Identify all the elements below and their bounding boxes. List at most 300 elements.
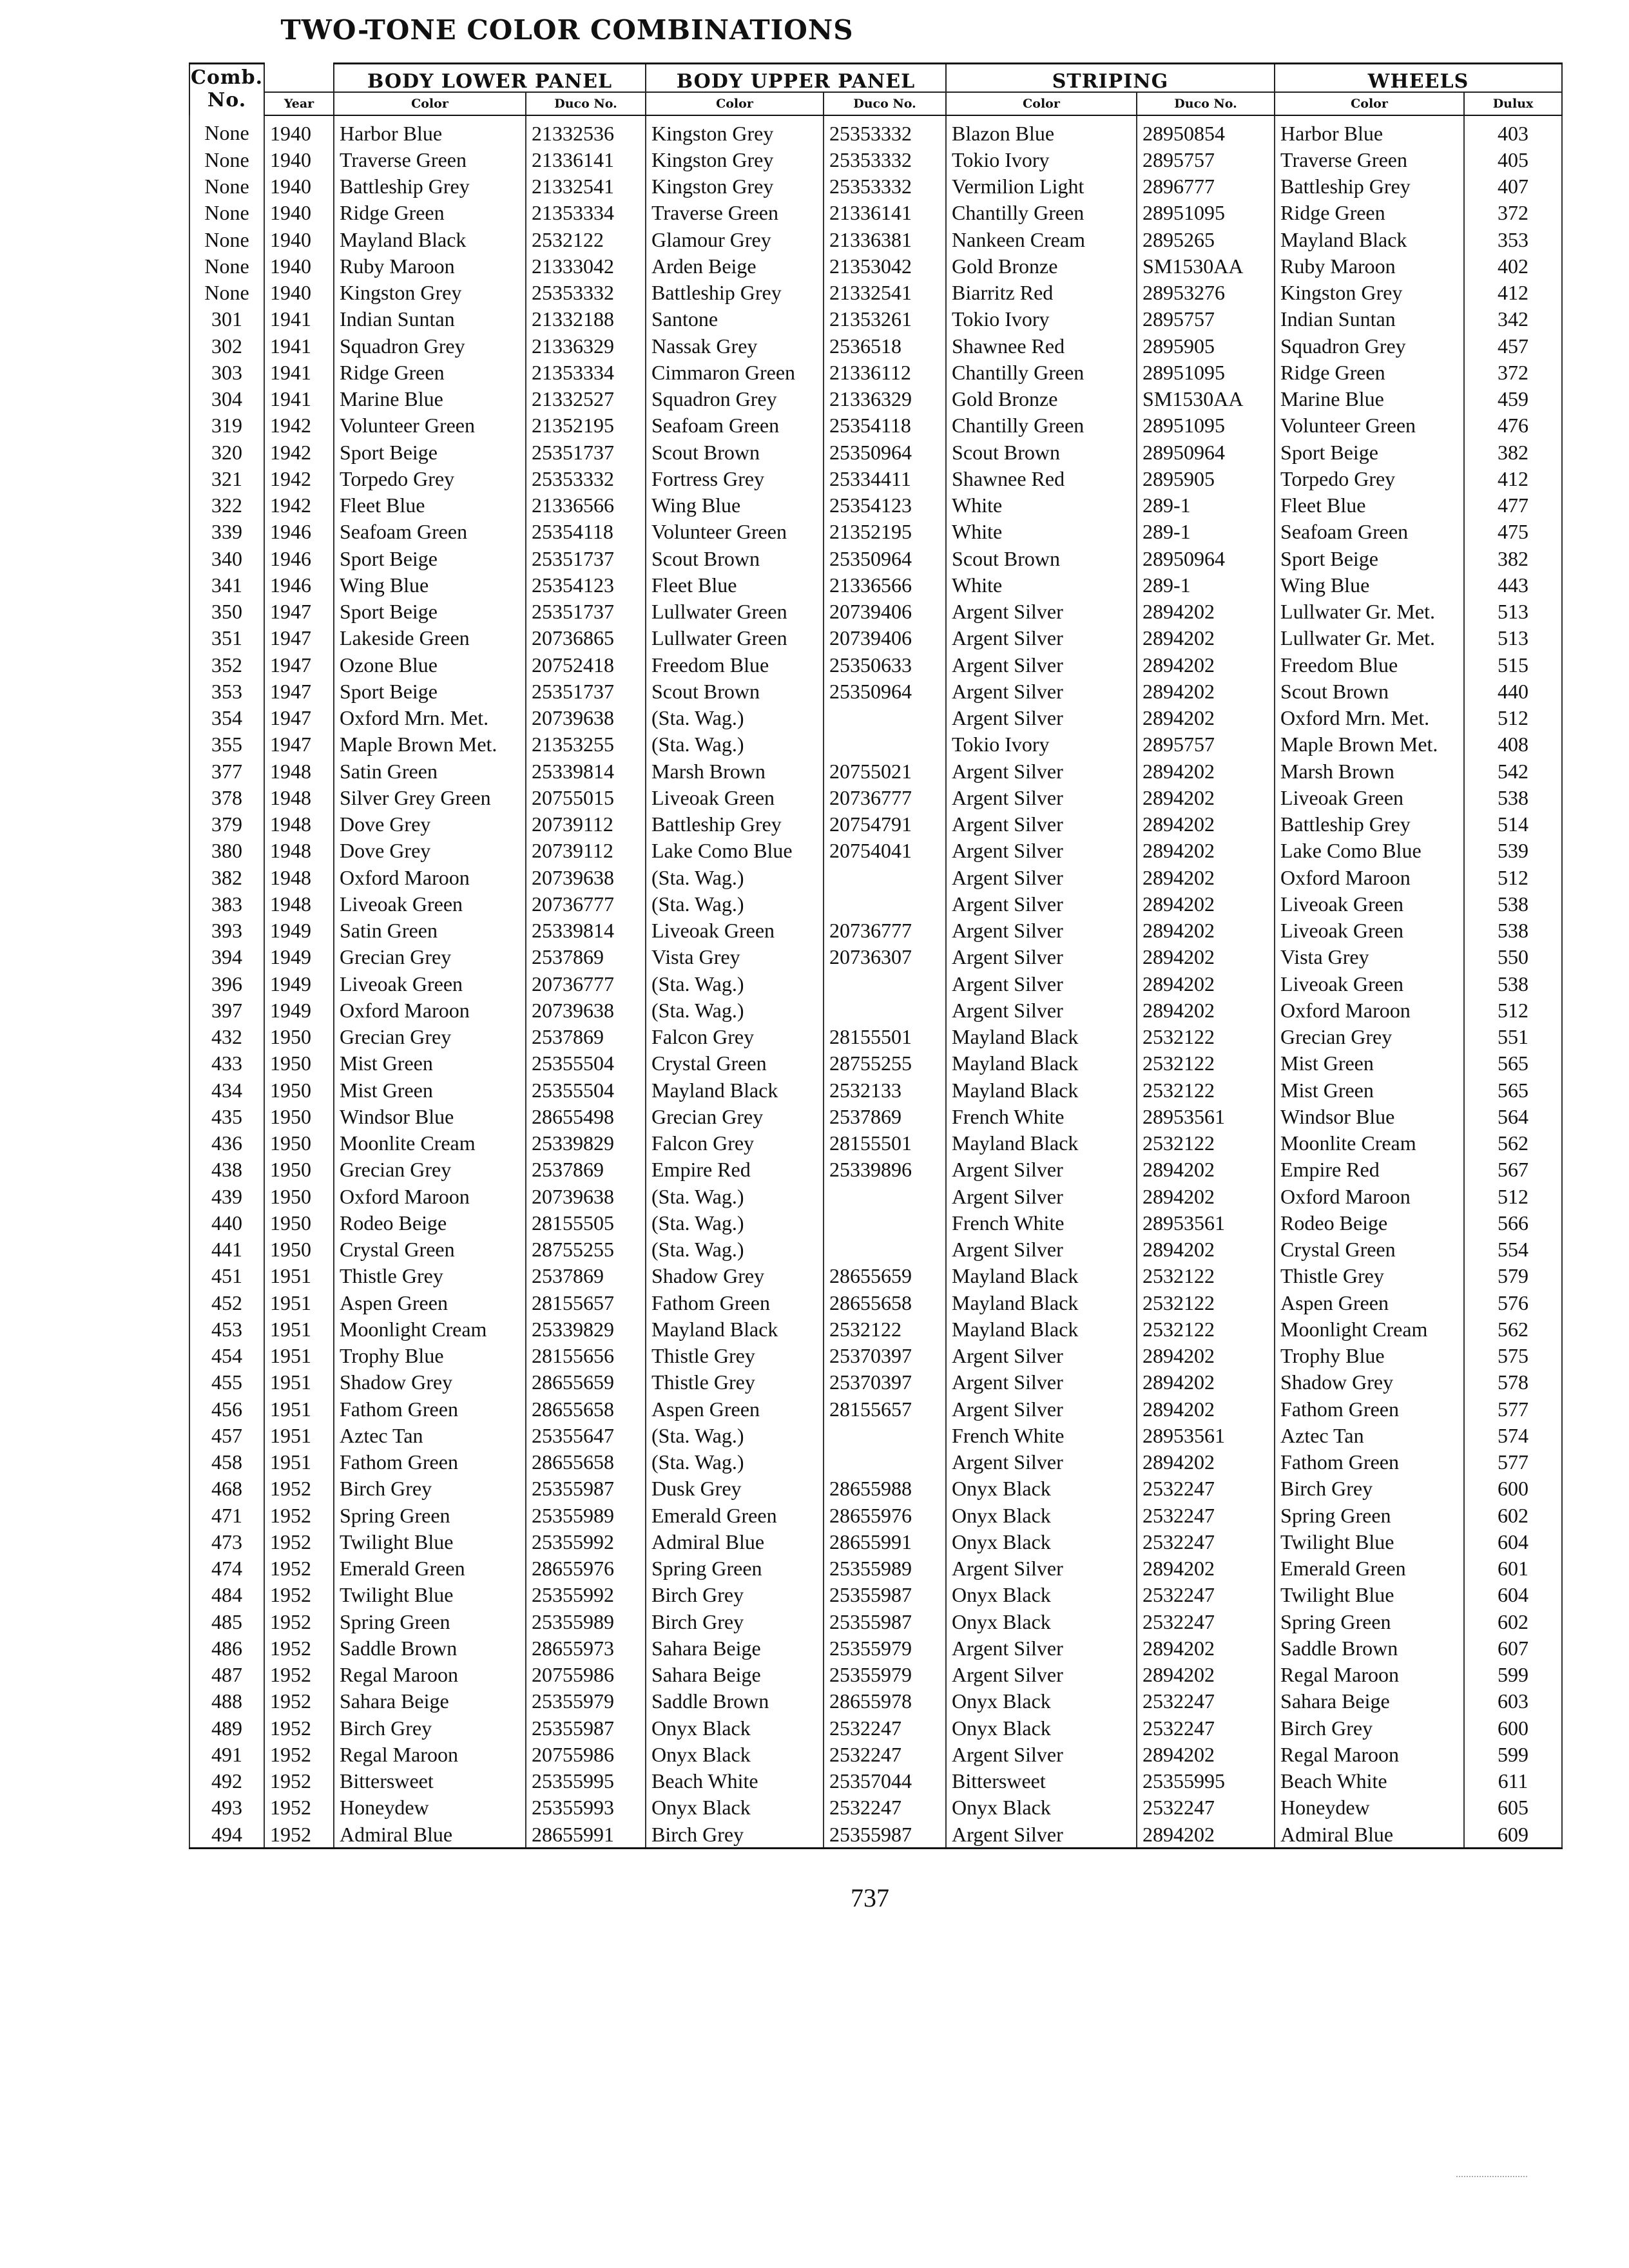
- upper-color-cell: Scout Brown: [646, 545, 824, 572]
- year-cell: 1950: [264, 1236, 334, 1263]
- lower-duco-cell: 21336141: [526, 146, 646, 173]
- wheels-color-cell: Vista Grey: [1275, 944, 1464, 970]
- dulux-cell: 539: [1464, 838, 1562, 864]
- lower-duco-cell: 25355504: [526, 1077, 646, 1103]
- comb-no-cell: 340: [189, 545, 264, 572]
- wheels-color-cell: Liveoak Green: [1275, 784, 1464, 811]
- lower-duco-cell: 20739112: [526, 811, 646, 838]
- table-row: [189, 439, 1562, 465]
- striping-color-cell: Argent Silver: [946, 1449, 1137, 1475]
- lower-duco-cell: 20736777: [526, 890, 646, 917]
- striping-color-cell: Argent Silver: [946, 625, 1137, 651]
- table-row: [189, 1608, 1562, 1635]
- year-cell: 1942: [264, 439, 334, 465]
- comb-no-cell: 382: [189, 864, 264, 890]
- striping-duco-cell: 28953276: [1137, 280, 1275, 306]
- lower-duco-cell: 25355989: [526, 1502, 646, 1528]
- striping-duco-cell: 2895757: [1137, 306, 1275, 332]
- striping-color-cell: Vermilion Light: [946, 173, 1137, 200]
- table-row: [189, 280, 1562, 306]
- striping-duco-cell: 2532247: [1137, 1794, 1275, 1821]
- year-cell: 1947: [264, 651, 334, 678]
- year-cell: 1951: [264, 1396, 334, 1422]
- upper-color-cell: Grecian Grey: [646, 1103, 824, 1129]
- year-cell: 1949: [264, 944, 334, 970]
- year-cell: 1952: [264, 1662, 334, 1688]
- comb-no-cell: 471: [189, 1502, 264, 1528]
- year-cell: 1952: [264, 1715, 334, 1741]
- comb-no-cell: 484: [189, 1582, 264, 1608]
- year-cell: 1946: [264, 572, 334, 598]
- wheels-color-cell: Harbor Blue: [1275, 115, 1464, 146]
- wheels-color-cell: Honeydew: [1275, 1794, 1464, 1821]
- lower-color-cell: Bittersweet: [334, 1768, 526, 1794]
- year-cell: 1941: [264, 306, 334, 332]
- table-row: [189, 412, 1562, 439]
- wheels-color-cell: Moonlite Cream: [1275, 1130, 1464, 1157]
- dulux-cell: 513: [1464, 625, 1562, 651]
- color-combination-table: [189, 62, 1563, 1849]
- striping-color-cell: Mayland Black: [946, 1050, 1137, 1077]
- dulux-cell: 565: [1464, 1050, 1562, 1077]
- lower-duco-cell: 28655658: [526, 1396, 646, 1422]
- lower-color-cell: Fathom Green: [334, 1449, 526, 1475]
- upper-color-cell: (Sta. Wag.): [646, 705, 824, 731]
- dulux-cell: 412: [1464, 465, 1562, 492]
- lower-color-cell: Satin Green: [334, 758, 526, 784]
- dulux-cell: 440: [1464, 678, 1562, 704]
- lower-duco-cell: 20739638: [526, 997, 646, 1023]
- striping-duco-cell: 2532247: [1137, 1715, 1275, 1741]
- wheels-color-cell: Regal Maroon: [1275, 1662, 1464, 1688]
- striping-color-cell: Mayland Black: [946, 1024, 1137, 1050]
- dulux-cell: 578: [1464, 1369, 1562, 1396]
- striping-duco-cell: 2894202: [1137, 1741, 1275, 1767]
- lower-color-cell: Fleet Blue: [334, 492, 526, 519]
- year-cell: 1952: [264, 1688, 334, 1715]
- lower-color-cell: Sport Beige: [334, 439, 526, 465]
- striping-duco-cell: 289-1: [1137, 492, 1275, 519]
- year-cell: 1947: [264, 678, 334, 704]
- upper-color-cell: Falcon Grey: [646, 1024, 824, 1050]
- table-row: [189, 1582, 1562, 1608]
- comb-no-cell: 394: [189, 944, 264, 970]
- lower-duco-cell: 25339829: [526, 1130, 646, 1157]
- comb-no-cell: 433: [189, 1050, 264, 1077]
- wheels-color-cell: Thistle Grey: [1275, 1263, 1464, 1289]
- comb-no-cell: 435: [189, 1103, 264, 1129]
- dulux-cell: 512: [1464, 997, 1562, 1023]
- year-cell: 1950: [264, 1209, 334, 1236]
- striping-duco-cell: 2894202: [1137, 1236, 1275, 1263]
- striping-color-cell: Onyx Black: [946, 1582, 1137, 1608]
- lower-color-cell: Emerald Green: [334, 1555, 526, 1582]
- lower-duco-cell: 21332188: [526, 306, 646, 332]
- comb-no-cell: 397: [189, 997, 264, 1023]
- comb-no-cell: 302: [189, 332, 264, 359]
- upper-duco-cell: [824, 1422, 946, 1448]
- dulux-cell: 609: [1464, 1821, 1562, 1849]
- upper-duco-cell: 2532247: [824, 1794, 946, 1821]
- wheels-color-cell: Birch Grey: [1275, 1715, 1464, 1741]
- year-cell: 1946: [264, 545, 334, 572]
- upper-duco-cell: 25350964: [824, 678, 946, 704]
- striping-duco-cell: 2894202: [1137, 1449, 1275, 1475]
- upper-color-cell: Santone: [646, 306, 824, 332]
- striping-color-cell: Onyx Black: [946, 1608, 1137, 1635]
- year-cell: 1952: [264, 1768, 334, 1794]
- lower-duco-cell: 25351737: [526, 599, 646, 625]
- lower-color-cell: Ozone Blue: [334, 651, 526, 678]
- wheels-color-cell: Mist Green: [1275, 1077, 1464, 1103]
- year-cell: 1952: [264, 1555, 334, 1582]
- striping-duco-cell: 2894202: [1137, 705, 1275, 731]
- upper-duco-cell: 2532247: [824, 1715, 946, 1741]
- page-title: TWO-TONE COLOR COMBINATIONS: [280, 14, 854, 46]
- wheels-color-cell: Seafoam Green: [1275, 519, 1464, 545]
- wheels-color-cell: Ruby Maroon: [1275, 253, 1464, 279]
- lower-color-cell: Mayland Black: [334, 226, 526, 253]
- table-row: [189, 492, 1562, 519]
- upper-duco-cell: 25355987: [824, 1608, 946, 1635]
- year-cell: 1952: [264, 1635, 334, 1661]
- wheels-color-cell: Oxford Mrn. Met.: [1275, 705, 1464, 731]
- lower-duco-cell: 28655659: [526, 1369, 646, 1396]
- table-row: [189, 146, 1562, 173]
- striping-color-cell: Argent Silver: [946, 678, 1137, 704]
- dulux-cell: 564: [1464, 1103, 1562, 1129]
- dulux-cell: 611: [1464, 1768, 1562, 1794]
- upper-color-cell: Battleship Grey: [646, 811, 824, 838]
- striping-color-cell: Argent Silver: [946, 1343, 1137, 1369]
- year-cell: 1947: [264, 731, 334, 758]
- upper-color-cell: Onyx Black: [646, 1741, 824, 1767]
- lower-color-cell: Twilight Blue: [334, 1582, 526, 1608]
- wheels-color-cell: Shadow Grey: [1275, 1369, 1464, 1396]
- lower-color-cell: Aspen Green: [334, 1289, 526, 1316]
- dulux-cell: 577: [1464, 1396, 1562, 1422]
- striping-duco-cell: 2894202: [1137, 651, 1275, 678]
- dulux-cell: 405: [1464, 146, 1562, 173]
- page-number: 737: [851, 1883, 889, 1912]
- lower-color-cell: Silver Grey Green: [334, 784, 526, 811]
- comb-no-cell: 452: [189, 1289, 264, 1316]
- year-cell: 1948: [264, 758, 334, 784]
- upper-color-cell: (Sta. Wag.): [646, 890, 824, 917]
- wheels-color-cell: Lullwater Gr. Met.: [1275, 599, 1464, 625]
- wheels-color-cell: Kingston Grey: [1275, 280, 1464, 306]
- dulux-cell: 512: [1464, 1183, 1562, 1209]
- year-cell: 1952: [264, 1821, 334, 1849]
- dulux-cell: 513: [1464, 599, 1562, 625]
- comb-no-cell: 320: [189, 439, 264, 465]
- dulux-cell: 459: [1464, 386, 1562, 412]
- table-row: [189, 1050, 1562, 1077]
- lower-color-cell: Maple Brown Met.: [334, 731, 526, 758]
- table-row: [189, 784, 1562, 811]
- lower-duco-cell: 28655498: [526, 1103, 646, 1129]
- comb-no-cell: 322: [189, 492, 264, 519]
- table-row: [189, 1209, 1562, 1236]
- comb-no-cell: 493: [189, 1794, 264, 1821]
- upper-color-cell: Beach White: [646, 1768, 824, 1794]
- lower-color-cell: Ridge Green: [334, 200, 526, 226]
- lower-color-cell: Spring Green: [334, 1502, 526, 1528]
- header-striping-duco: Duco No.: [1137, 92, 1275, 115]
- dulux-cell: 538: [1464, 918, 1562, 944]
- upper-color-cell: Thistle Grey: [646, 1343, 824, 1369]
- lower-duco-cell: 25355979: [526, 1688, 646, 1715]
- lower-duco-cell: 25355987: [526, 1475, 646, 1502]
- wheels-color-cell: Marine Blue: [1275, 386, 1464, 412]
- striping-duco-cell: 2894202: [1137, 811, 1275, 838]
- wheels-color-cell: Regal Maroon: [1275, 1741, 1464, 1767]
- striping-color-cell: Mayland Black: [946, 1289, 1137, 1316]
- upper-duco-cell: [824, 1236, 946, 1263]
- comb-no-cell: None: [189, 173, 264, 200]
- striping-duco-cell: 2894202: [1137, 1369, 1275, 1396]
- header-upper-color: Color: [646, 92, 824, 115]
- dulux-cell: 575: [1464, 1343, 1562, 1369]
- lower-duco-cell: 25339829: [526, 1316, 646, 1342]
- striping-duco-cell: 28950964: [1137, 545, 1275, 572]
- upper-duco-cell: 2537869: [824, 1103, 946, 1129]
- lower-color-cell: Twilight Blue: [334, 1528, 526, 1555]
- lower-color-cell: Trophy Blue: [334, 1343, 526, 1369]
- lower-color-cell: Ridge Green: [334, 359, 526, 385]
- dulux-cell: 600: [1464, 1715, 1562, 1741]
- header-wheels-dulux: Dulux: [1464, 92, 1562, 115]
- lower-duco-cell: 25355995: [526, 1768, 646, 1794]
- upper-duco-cell: 21336381: [824, 226, 946, 253]
- header-wheels: WHEELS: [1275, 64, 1562, 93]
- wheels-color-cell: Traverse Green: [1275, 146, 1464, 173]
- dulux-cell: 382: [1464, 439, 1562, 465]
- table-body: [189, 115, 1562, 1849]
- table-row: [189, 1183, 1562, 1209]
- lower-duco-cell: 21352195: [526, 412, 646, 439]
- dulux-cell: 538: [1464, 784, 1562, 811]
- comb-no-cell: 379: [189, 811, 264, 838]
- lower-color-cell: Volunteer Green: [334, 412, 526, 439]
- wheels-color-cell: Battleship Grey: [1275, 173, 1464, 200]
- dulux-cell: 562: [1464, 1316, 1562, 1342]
- comb-no-cell: 468: [189, 1475, 264, 1502]
- table-row: [189, 173, 1562, 200]
- striping-color-cell: Onyx Black: [946, 1528, 1137, 1555]
- striping-color-cell: Argent Silver: [946, 1821, 1137, 1849]
- striping-duco-cell: 2532122: [1137, 1050, 1275, 1077]
- upper-duco-cell: 28655658: [824, 1289, 946, 1316]
- lower-color-cell: Moonlight Cream: [334, 1316, 526, 1342]
- year-cell: 1940: [264, 200, 334, 226]
- wheels-color-cell: Sahara Beige: [1275, 1688, 1464, 1715]
- header-lower-duco: Duco No.: [526, 92, 646, 115]
- lower-duco-cell: 20739638: [526, 705, 646, 731]
- scan-speck: [1456, 2176, 1527, 2178]
- table-row: [189, 115, 1562, 146]
- striping-color-cell: Scout Brown: [946, 439, 1137, 465]
- table-row: [189, 386, 1562, 412]
- year-cell: 1942: [264, 412, 334, 439]
- upper-color-cell: Marsh Brown: [646, 758, 824, 784]
- lower-duco-cell: 25351737: [526, 439, 646, 465]
- lower-duco-cell: 20755986: [526, 1741, 646, 1767]
- table-row: [189, 1263, 1562, 1289]
- lower-duco-cell: 28655991: [526, 1821, 646, 1849]
- wheels-color-cell: Beach White: [1275, 1768, 1464, 1794]
- striping-duco-cell: 2894202: [1137, 890, 1275, 917]
- striping-color-cell: Chantilly Green: [946, 359, 1137, 385]
- year-cell: 1952: [264, 1741, 334, 1767]
- upper-color-cell: Onyx Black: [646, 1715, 824, 1741]
- striping-color-cell: Argent Silver: [946, 784, 1137, 811]
- table-row: [189, 705, 1562, 731]
- upper-color-cell: Seafoam Green: [646, 412, 824, 439]
- lower-duco-cell: 21336329: [526, 332, 646, 359]
- wheels-color-cell: Ridge Green: [1275, 359, 1464, 385]
- upper-color-cell: Lake Como Blue: [646, 838, 824, 864]
- upper-color-cell: Lullwater Green: [646, 599, 824, 625]
- striping-duco-cell: 2894202: [1137, 1343, 1275, 1369]
- lower-duco-cell: 28155505: [526, 1209, 646, 1236]
- lower-duco-cell: 28655658: [526, 1449, 646, 1475]
- dulux-cell: 550: [1464, 944, 1562, 970]
- striping-color-cell: Mayland Black: [946, 1077, 1137, 1103]
- dulux-cell: 551: [1464, 1024, 1562, 1050]
- upper-color-cell: Kingston Grey: [646, 146, 824, 173]
- upper-color-cell: (Sta. Wag.): [646, 970, 824, 997]
- striping-color-cell: Argent Silver: [946, 918, 1137, 944]
- upper-duco-cell: 21336141: [824, 200, 946, 226]
- striping-color-cell: French White: [946, 1103, 1137, 1129]
- lower-color-cell: Birch Grey: [334, 1715, 526, 1741]
- striping-duco-cell: 2532122: [1137, 1077, 1275, 1103]
- table-row: [189, 1343, 1562, 1369]
- table-row: [189, 332, 1562, 359]
- year-cell: 1951: [264, 1369, 334, 1396]
- dulux-cell: 600: [1464, 1475, 1562, 1502]
- lower-duco-cell: 21353255: [526, 731, 646, 758]
- comb-no-cell: 491: [189, 1741, 264, 1767]
- upper-duco-cell: 25355987: [824, 1821, 946, 1849]
- lower-duco-cell: 2537869: [526, 1157, 646, 1183]
- upper-duco-cell: 25355979: [824, 1635, 946, 1661]
- upper-duco-cell: 28655991: [824, 1528, 946, 1555]
- lower-duco-cell: 25339814: [526, 918, 646, 944]
- striping-color-cell: Argent Silver: [946, 811, 1137, 838]
- year-cell: 1950: [264, 1050, 334, 1077]
- dulux-cell: 579: [1464, 1263, 1562, 1289]
- upper-duco-cell: 25334411: [824, 465, 946, 492]
- lower-duco-cell: 20739638: [526, 1183, 646, 1209]
- lower-duco-cell: 2537869: [526, 944, 646, 970]
- upper-duco-cell: 2532247: [824, 1741, 946, 1767]
- upper-duco-cell: 28655978: [824, 1688, 946, 1715]
- upper-duco-cell: 21336112: [824, 359, 946, 385]
- lower-duco-cell: 20755015: [526, 784, 646, 811]
- striping-duco-cell: 2894202: [1137, 944, 1275, 970]
- striping-color-cell: White: [946, 572, 1137, 598]
- wheels-color-cell: Fathom Green: [1275, 1449, 1464, 1475]
- wheels-color-cell: Liveoak Green: [1275, 890, 1464, 917]
- lower-duco-cell: 25353332: [526, 465, 646, 492]
- lower-color-cell: Ruby Maroon: [334, 253, 526, 279]
- wheels-color-cell: Scout Brown: [1275, 678, 1464, 704]
- striping-color-cell: Argent Silver: [946, 758, 1137, 784]
- lower-color-cell: Sport Beige: [334, 599, 526, 625]
- upper-color-cell: Volunteer Green: [646, 519, 824, 545]
- header-year: Year: [264, 92, 334, 115]
- striping-duco-cell: 2895757: [1137, 146, 1275, 173]
- striping-color-cell: Gold Bronze: [946, 253, 1137, 279]
- lower-color-cell: Liveoak Green: [334, 890, 526, 917]
- table-row: [189, 545, 1562, 572]
- upper-duco-cell: 28155657: [824, 1396, 946, 1422]
- comb-no-cell: 489: [189, 1715, 264, 1741]
- lower-color-cell: Squadron Grey: [334, 332, 526, 359]
- lower-color-cell: Torpedo Grey: [334, 465, 526, 492]
- comb-no-cell: None: [189, 146, 264, 173]
- table-row: [189, 970, 1562, 997]
- year-cell: 1947: [264, 599, 334, 625]
- comb-no-cell: 377: [189, 758, 264, 784]
- lower-duco-cell: 2537869: [526, 1024, 646, 1050]
- comb-no-cell: 304: [189, 386, 264, 412]
- comb-no-cell: None: [189, 226, 264, 253]
- comb-no-cell: 353: [189, 678, 264, 704]
- upper-color-cell: Sahara Beige: [646, 1662, 824, 1688]
- comb-no-cell: 494: [189, 1821, 264, 1849]
- lower-duco-cell: 21332527: [526, 386, 646, 412]
- upper-duco-cell: 21353261: [824, 306, 946, 332]
- comb-no-cell: 455: [189, 1369, 264, 1396]
- wheels-color-cell: Ridge Green: [1275, 200, 1464, 226]
- table-row: [189, 1024, 1562, 1050]
- lower-color-cell: Oxford Mrn. Met.: [334, 705, 526, 731]
- comb-no-cell: 432: [189, 1024, 264, 1050]
- comb-no-cell: 456: [189, 1396, 264, 1422]
- dulux-cell: 412: [1464, 280, 1562, 306]
- upper-duco-cell: [824, 1183, 946, 1209]
- wheels-color-cell: Oxford Maroon: [1275, 1183, 1464, 1209]
- upper-duco-cell: 21352195: [824, 519, 946, 545]
- upper-color-cell: Vista Grey: [646, 944, 824, 970]
- lower-color-cell: Indian Suntan: [334, 306, 526, 332]
- year-cell: 1951: [264, 1422, 334, 1448]
- lower-duco-cell: 20752418: [526, 651, 646, 678]
- upper-color-cell: Scout Brown: [646, 439, 824, 465]
- year-cell: 1950: [264, 1130, 334, 1157]
- lower-color-cell: Oxford Maroon: [334, 864, 526, 890]
- comb-no-cell: 458: [189, 1449, 264, 1475]
- year-cell: 1951: [264, 1263, 334, 1289]
- upper-duco-cell: [824, 1209, 946, 1236]
- lower-duco-cell: 20736777: [526, 970, 646, 997]
- upper-duco-cell: 20736307: [824, 944, 946, 970]
- table-row: [189, 1741, 1562, 1767]
- comb-no-cell: 473: [189, 1528, 264, 1555]
- upper-color-cell: Kingston Grey: [646, 115, 824, 146]
- striping-duco-cell: 2894202: [1137, 758, 1275, 784]
- striping-duco-cell: 2894202: [1137, 678, 1275, 704]
- dulux-cell: 382: [1464, 545, 1562, 572]
- table-row: [189, 838, 1562, 864]
- year-cell: 1948: [264, 890, 334, 917]
- upper-color-cell: Sahara Beige: [646, 1635, 824, 1661]
- wheels-color-cell: Rodeo Beige: [1275, 1209, 1464, 1236]
- striping-color-cell: Argent Silver: [946, 864, 1137, 890]
